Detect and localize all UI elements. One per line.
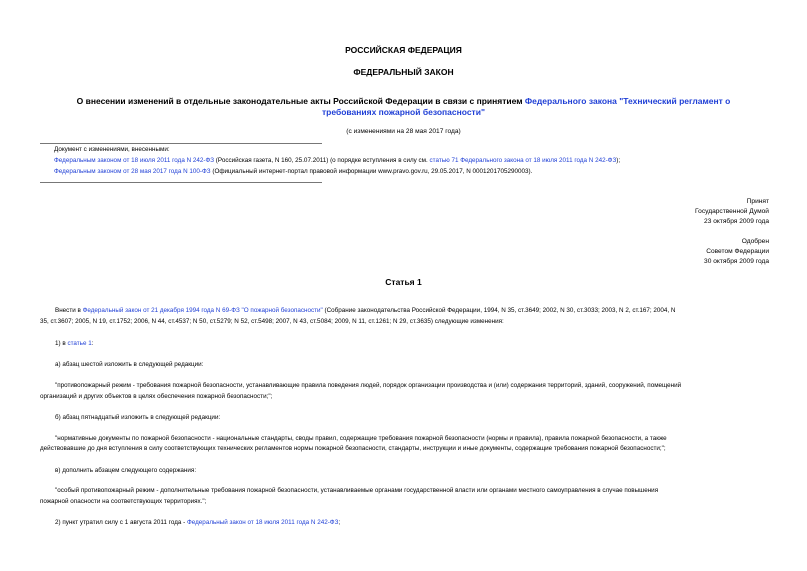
item-1b: б) абзац пятнадцатый изложить в следующей редакции: <box>55 414 221 421</box>
document-title-line-2 <box>0 107 807 118</box>
item-2-prefix: 2) пункт утратил силу с 1 августа 2011 года - <box>55 519 187 526</box>
document-title-prefix: О внесении изменений в отдельные законодательные акты Российской Федерации в связи с принятием <box>76 96 525 106</box>
amendment-line-1-text: (Российская газета, N 160, 25.07.2011) (о порядке вступления в силу см. <box>214 157 430 164</box>
amendments-bottom-divider <box>40 182 322 183</box>
item-2-suffix: ; <box>338 519 341 526</box>
item-2 <box>55 518 340 528</box>
approved-label: Одобрен <box>741 238 769 245</box>
technical-regulation-link-continued[interactable]: требованиях пожарной безопасности" <box>322 107 485 117</box>
law-242-fz-link[interactable]: Федеральным законом от 18 июля 2011 года N 242-ФЗ <box>54 157 215 164</box>
amendments-top-divider <box>40 143 322 144</box>
item-1-prefix: 1) в <box>55 340 68 347</box>
amendment-line-2 <box>54 167 532 177</box>
article-intro-rest: (Собрание законодательства Российской Федерации, 1994, N 35, ст.3649; 2002, N 30, ст.3033; 2003, N 2, ст.167; 2004, N <box>322 307 676 314</box>
accepted-date: 23 октября 2009 года <box>704 218 769 225</box>
article-1-link[interactable]: статье 1 <box>67 340 92 347</box>
article-heading: Статья 1 <box>385 277 422 287</box>
article-71-link[interactable]: статью 71 Федерального закона от 18 июля 2011 года N 242-ФЗ <box>429 157 617 164</box>
law-type-heading: ФЕДЕРАЛЬНЫЙ ЗАКОН <box>353 67 454 77</box>
law-100-fz-link[interactable]: Федеральным законом от 28 мая 2017 года N 100-ФЗ <box>54 168 211 175</box>
quote-1-line-2: организаций и других объектов в целях обеспечения пожарной безопасности;"; <box>40 393 273 400</box>
law-242-fz-link-item-2[interactable]: Федеральный закон от 18 июля 2011 года N 242-ФЗ <box>186 519 339 526</box>
quote-3-line-2: пожарной опасности на соответствующих территориях."; <box>40 498 207 505</box>
quote-2-line-2: действовавшие до дня вступления в силу соответствующих технических регламентов нормы пожарной безопасности, стандарты, инструкции и иные документы, содержащие требования пожарной безопасности;"; <box>40 445 666 452</box>
country-heading: РОССИЙСКАЯ ФЕДЕРАЦИЯ <box>345 45 462 55</box>
law-69-fz-link[interactable]: Федеральный закон от 21 декабря 1994 года N 69-ФЗ "О пожарной безопасности" <box>82 307 323 314</box>
adoption-federation-council <box>704 237 769 267</box>
amendment-line-1-end: ); <box>616 157 621 164</box>
technical-regulation-link[interactable]: Федерального закона "Технический регламент о <box>524 96 731 106</box>
quote-1-line-1: "противопожарный режим - требования пожарной безопасности, устанавливающие правила поведения людей, порядок организации производства и (или) содержания территорий, зданий, сооружений, помещений <box>55 382 682 389</box>
amendment-line-1 <box>54 156 620 166</box>
approved-by: Советом Федерации <box>706 248 769 255</box>
accepted-by: Государственной Думой <box>695 208 769 215</box>
article-intro-line-2: 35, ст.3607; 2005, N 19, ст.1752; 2006, N 44, ст.4537; N 50, ст.5279; N 52, ст.5498; 2007, N 43, ст.5084; 2009, N 11, ст.1261; N 29, ст.3635) следующие изменения: <box>40 318 504 325</box>
quote-3-line-1: "особый противопожарный режим - дополнительные требования пожарной безопасности, устанавливаемые органами государственной власти или органами местного самоуправления в случае повышения <box>55 487 659 494</box>
item-1 <box>55 339 93 349</box>
revision-note: (с изменениями на 28 мая 2017 года) <box>346 128 461 135</box>
item-1a: а) абзац шестой изложить в следующей редакции: <box>55 361 204 368</box>
approved-date: 30 октября 2009 года <box>704 258 769 265</box>
amendment-line-2-text: (Официальный интернет-портал правовой информации www.pravo.gov.ru, 29.05.2017, N 0001201705290003). <box>210 168 533 175</box>
adoption-state-duma <box>695 197 769 227</box>
article-intro-prefix: Внести в <box>55 307 83 314</box>
item-1-suffix: : <box>91 340 94 347</box>
amendments-intro: Документ с изменениями, внесенными: <box>54 146 170 153</box>
article-intro-line-1 <box>55 306 675 316</box>
accepted-label: Принят <box>746 198 769 205</box>
document-title-line-1 <box>0 96 807 107</box>
item-1c: в) дополнить абзацем следующего содержания: <box>55 467 197 474</box>
quote-2-line-1: "нормативные документы по пожарной безопасности - национальные стандарты, своды правил, содержащие требования пожарной безопасности (нормы и правила), правила пожарной безопасности, а также <box>55 435 667 442</box>
